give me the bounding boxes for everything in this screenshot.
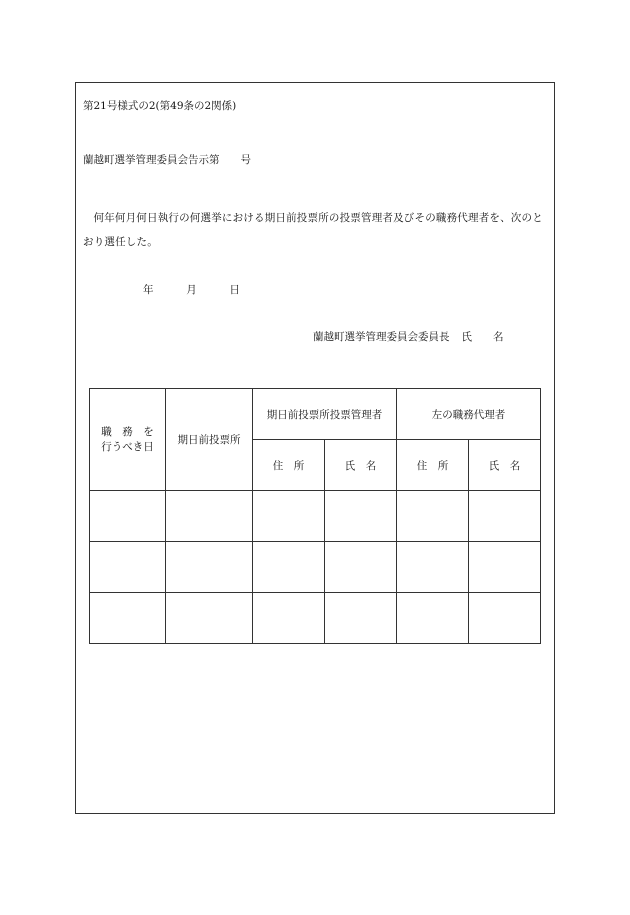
header-duty-day-line2: 行うべき日 [101, 440, 154, 453]
cell-manager-address [253, 491, 325, 542]
date-line [143, 282, 240, 297]
signature-title: 蘭越町選挙管理委員会委員長 [313, 331, 450, 343]
header-duty-day-line1: 職 務 を [101, 425, 154, 438]
signature-name-label: 氏 名 [461, 331, 504, 343]
cell-manager-name [325, 542, 397, 593]
cell-deputy-name [469, 593, 541, 644]
cell-location [166, 491, 253, 542]
cell-manager-address [253, 542, 325, 593]
table-row [90, 542, 541, 593]
cell-manager-name [325, 593, 397, 644]
form-number: 第21号様式の2(第49条の2関係) [83, 100, 237, 112]
cell-location [166, 542, 253, 593]
header-manager-address: 住 所 [253, 440, 325, 491]
header-manager-name: 氏 名 [325, 440, 397, 491]
cell-duty-day [90, 542, 166, 593]
cell-deputy-address [397, 491, 469, 542]
header-deputy-group: 左の職務代理者 [397, 389, 541, 440]
date-day: 日 [229, 284, 240, 296]
appointment-table [89, 388, 541, 644]
cell-deputy-name [469, 542, 541, 593]
cell-manager-name [325, 491, 397, 542]
cell-duty-day [90, 593, 166, 644]
header-location: 期日前投票所 [166, 389, 253, 491]
cell-location [166, 593, 253, 644]
cell-duty-day [90, 491, 166, 542]
cell-deputy-address [397, 593, 469, 644]
header-deputy-address: 住 所 [397, 440, 469, 491]
header-deputy-name: 氏 名 [469, 440, 541, 491]
cell-deputy-name [469, 491, 541, 542]
signature-line [313, 329, 504, 344]
date-year: 年 [143, 284, 154, 296]
body-text: 何年何月何日執行の何選挙における期日前投票所の投票管理者及びその職務代理者を、次のとおり選任した。 [83, 212, 543, 248]
cell-deputy-address [397, 542, 469, 593]
notice-title: 蘭越町選挙管理委員会告示第 号 [83, 154, 251, 166]
table-row [90, 491, 541, 542]
header-row-1 [90, 389, 541, 440]
table-row [90, 593, 541, 644]
header-manager-group: 期日前投票所投票管理者 [253, 389, 397, 440]
date-month: 月 [186, 284, 197, 296]
cell-manager-address [253, 593, 325, 644]
header-duty-day [90, 389, 166, 491]
